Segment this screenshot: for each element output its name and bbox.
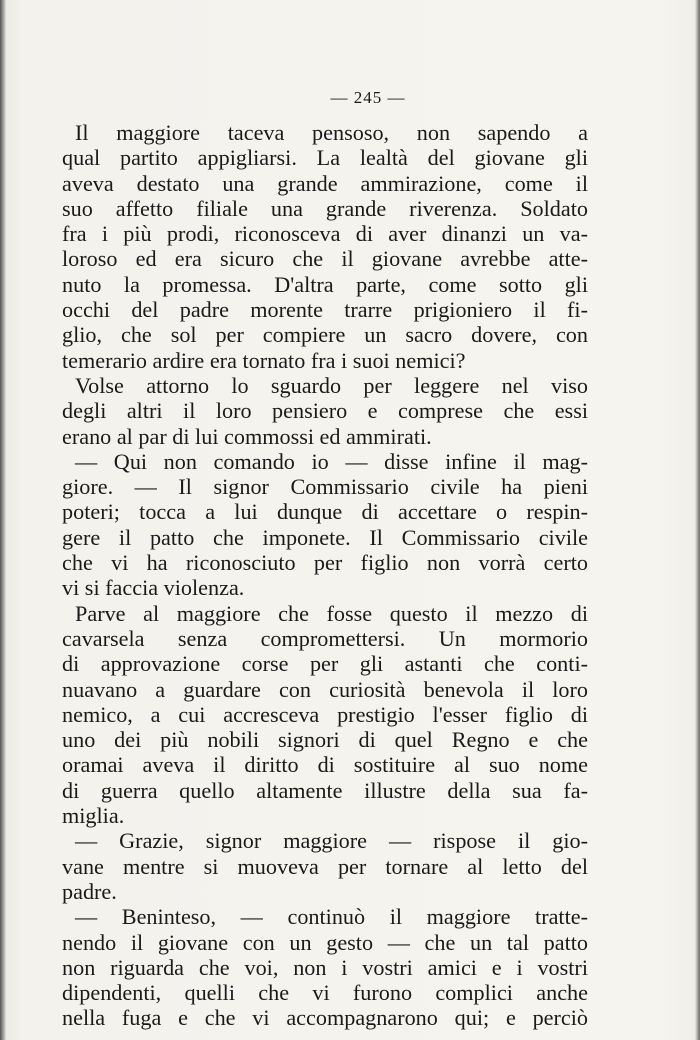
text-line: erano al par di lui commossi ed ammirati. (62, 423, 432, 449)
binding-edge (0, 0, 6, 1040)
text-line: degli altri il loro pensiero e comprese che essi (62, 398, 588, 424)
text-line: oramai aveva il diritto di sostituire al suo nome (62, 752, 588, 778)
text-line: loroso ed era sicuro che il giovane avrebbe atte- (62, 246, 588, 272)
text-line: giore. — Il signor Commissario civile ha pieni (62, 474, 588, 500)
text-line: nella fuga e che vi accompagnarono qui; e perciò (62, 1005, 588, 1031)
page-edge (695, 0, 700, 1040)
text-line: Parve al maggiore che fosse questo il mezzo di (75, 600, 588, 626)
text-line: dipendenti, quelli che vi furono complici anche (62, 980, 588, 1006)
page-number: — 245 — (330, 88, 406, 107)
text-line: aveva destato una grande ammirazione, come il (62, 170, 588, 196)
text-line: Il maggiore taceva pensoso, non sapendo a (75, 120, 588, 145)
text-line: poteri; tocca a lui dunque di accettare o respin- (62, 499, 588, 525)
text-line: Volse attorno lo sguardo per leggere nel viso (75, 372, 588, 398)
body-text (62, 120, 588, 1031)
text-line: cavarsela senza compromettersi. Un mormorio (62, 625, 588, 651)
text-line: temerario ardire era tornato fra i suoi nemici? (62, 347, 466, 373)
text-line: padre. (62, 878, 117, 904)
text-line: qual partito appigliarsi. La lealtà del giovane gli (62, 145, 588, 171)
text-line: miglia. (62, 803, 125, 829)
text-line: di guerra quello altamente illustre della sua fa- (62, 777, 588, 803)
text-line: uno dei più nobili signori di quel Regno e che (62, 727, 588, 753)
text-line: di approvazione corse per gli astanti che conti- (62, 651, 588, 677)
text-line: nemico, a cui accresceva prestigio l'esser figlio di (62, 701, 588, 727)
text-line: — Beninteso, — continuò il maggiore tratte- (75, 904, 588, 930)
text-line: occhi del padre morente trarre prigioniero il fi- (62, 297, 588, 323)
text-line: nuavano a guardare con curiosità benevola il loro (62, 676, 588, 702)
text-line: gere il patto che imponete. Il Commissario civile (62, 524, 588, 550)
text-line: non riguarda che voi, non i vostri amici e i vostri (62, 954, 588, 980)
text-line: nendo il giovane con un gesto — che un tal patto (62, 929, 588, 955)
text-line: che vi ha riconosciuto per figlio non vorrà certo (62, 550, 588, 576)
text-line: fra i più prodi, riconosceva di aver dinanzi un va- (62, 221, 588, 247)
text-line: nuto la promessa. D'altra parte, come sotto gli (62, 271, 588, 297)
text-line: — Qui non comando io — disse infine il mag- (75, 448, 588, 474)
text-line: glio, che sol per compiere un sacro dovere, con (62, 322, 588, 348)
text-line: suo affetto filiale una grande riverenza. Soldato (62, 195, 588, 221)
text-line: vi si faccia violenza. (62, 575, 245, 601)
text-line: vane mentre si muoveva per tornare al letto del (62, 853, 588, 879)
text-line: — Grazie, signor maggiore — rispose il gio- (75, 828, 588, 854)
